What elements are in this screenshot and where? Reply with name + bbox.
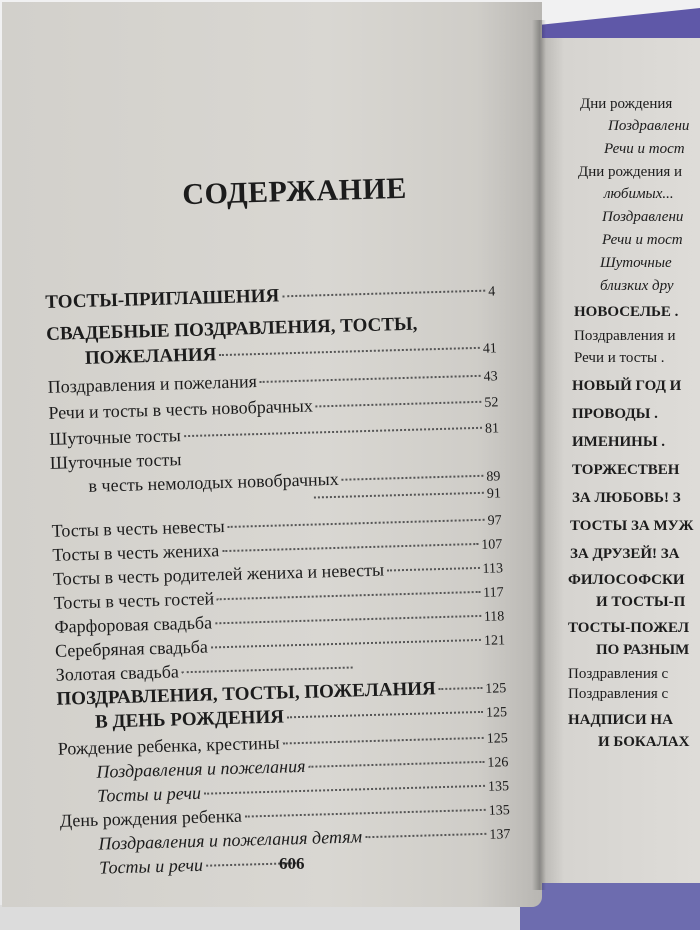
toc-entry: Рождение ребенка, крестины 125 <box>57 731 508 759</box>
book-cover-bottom <box>520 880 700 930</box>
toc-entry: Тосты в честь жениха 107 <box>52 537 503 565</box>
toc-entry: НАДПИСИ НА <box>568 712 673 728</box>
toc-entry: Дни рождения <box>580 96 673 112</box>
toc-entry: ПОЖЕЛАНИЯ 41 <box>84 341 498 369</box>
toc-entry: ПОЗДРАВЛЕНИЯ, ТОСТЫ, ПОЖЕЛАНИЯ 125 <box>56 678 507 710</box>
toc-entry: в честь немолодых новобрачных 89 <box>88 468 501 496</box>
toc-entry: ТОСТЫ-ПОЖЕЛ <box>568 620 689 636</box>
toc-entry: Шуточные <box>600 255 672 271</box>
toc-entry: Поздравления с <box>568 666 669 682</box>
toc-entry: ТОСТЫ ЗА МУЖ <box>570 518 694 534</box>
toc-entry: ПО РАЗНЫМ <box>596 642 690 658</box>
toc-entry: Золотая свадьба <box>55 656 356 690</box>
toc-entry: Тосты в честь гостей 117 <box>53 585 504 613</box>
toc-entry: Поздравления и пожелания детям 137 <box>98 826 511 854</box>
toc-entry: ТОРЖЕСТВЕН <box>572 462 680 478</box>
toc-heading: СОДЕРЖАНИЕ <box>181 171 408 212</box>
toc-entry: Дни рождения и <box>578 164 683 180</box>
toc-entry: Тосты и речи 135 <box>96 779 510 806</box>
toc-entry: Речи и тост <box>604 141 685 157</box>
toc-entry: Речи и тост <box>602 232 683 248</box>
book-gutter <box>532 20 546 890</box>
toc-entry: НОВЫЙ ГОД И <box>572 378 682 394</box>
toc-entry: НОВОСЕЛЬЕ . <box>574 304 679 320</box>
toc-entry: Поздравления и <box>574 328 676 344</box>
toc-entry: Тосты и речи <box>99 852 300 884</box>
toc-entry: ЗА ЛЮБОВЬ! З <box>572 490 681 506</box>
toc-entry: Тосты в честь родителей жениха и невесты 113 <box>52 559 504 589</box>
right-page <box>542 38 700 883</box>
toc-entry: СВАДЕБНЫЕ ПОЗДРАВЛЕНИЯ, ТОСТЫ, <box>45 313 418 345</box>
toc-entry: любимых... <box>604 186 674 202</box>
toc-entry: Шуточные тосты 81 <box>48 421 500 449</box>
toc-entry: Поздравления и пожелания 126 <box>96 755 509 782</box>
toc-entry: 91 <box>311 486 502 517</box>
toc-entry: Фарфоровая свадьба 118 <box>54 609 505 637</box>
toc-entry: ИМЕНИНЫ . <box>572 434 666 450</box>
toc-entry: Тосты в честь невесты 97 <box>51 513 502 541</box>
toc-entry: Поздравления с <box>568 686 669 702</box>
toc-entry: Поздравлени <box>602 209 684 225</box>
toc-entry: ТОСТЫ-ПРИГЛАШЕНИЯ 4 <box>45 284 496 313</box>
toc-entry: Поздравлени <box>608 118 690 134</box>
toc-entry: Поздравления и пожелания 43 <box>47 369 498 397</box>
left-page <box>2 2 542 907</box>
toc-entry: И БОКАЛАХ <box>598 734 690 750</box>
toc-entry: Речи и тосты в честь новобрачных 52 <box>48 395 499 423</box>
toc-entry: близких дру <box>600 278 674 294</box>
toc-entry: И ТОСТЫ-П <box>596 594 686 610</box>
toc-entry: ПРОВОДЫ . <box>572 406 658 422</box>
toc-entry: Шуточные тосты <box>49 449 182 473</box>
toc-entry: ЗА ДРУЗЕЙ! ЗА <box>570 546 680 562</box>
toc-entry: Речи и тосты . <box>574 350 665 366</box>
toc-entry: День рождения ребенка 135 <box>59 803 510 831</box>
toc-entry: Серебряная свадьба 121 <box>54 633 506 661</box>
toc-entry: В ДЕНЬ РОЖДЕНИЯ 125 <box>94 705 508 733</box>
page-number: 606 <box>279 854 305 873</box>
toc-entry: ФИЛОСОФСКИ <box>568 572 685 588</box>
